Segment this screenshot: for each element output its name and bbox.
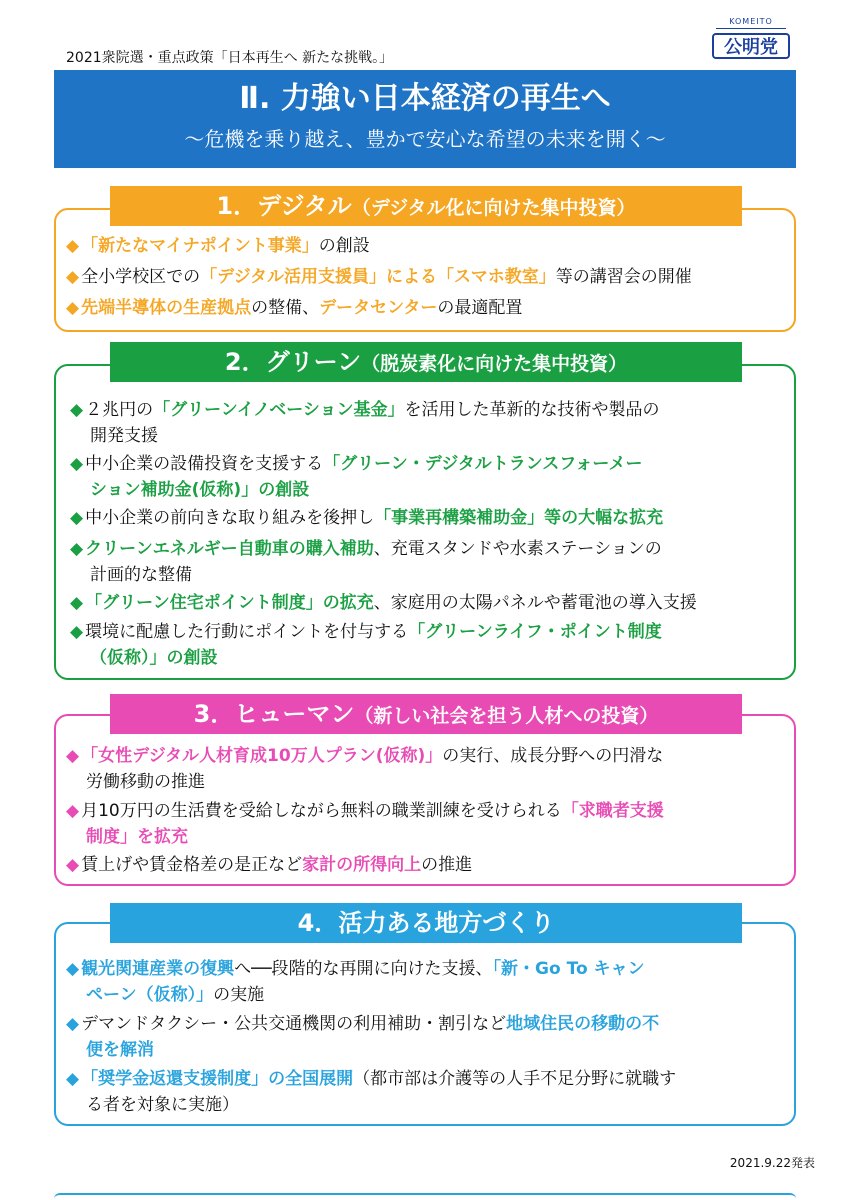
region-item: ◆ 観光関連産業の復興へ──段階的な再開に向けた支援、「新・Go To キャン ペーン（仮称）」の実施 [66, 959, 645, 1005]
komeito-logo [706, 16, 796, 66]
human-item: ◆ 「女性デジタル人材育成10万人プラン(仮称)」の実行、成長分野への円滑な 労働移動の推進 [66, 746, 664, 792]
green-item: ◆ ２兆円の「グリーンイノベーション基金」を活用した革新的な技術や製品の 開発支援 [70, 400, 660, 446]
logo-small-text: KOMEITO [716, 16, 786, 29]
document-header-line: 2021衆院選・重点政策「日本再生へ 新たな挑戦。」 [66, 50, 394, 66]
green-item: ◆ 環境に配慮した行動にポイントを付与する「グリーンライフ・ポイント制度 （仮称）」の創設 [70, 622, 662, 668]
region-item: ◆ 「奨学金返還支援制度」の全国展開（都市部は介護等の人手不足分野に就職す る者を対象に実施） [66, 1069, 677, 1115]
page-subtitle: 〜危機を乗り越え、豊かで安心な希望の未来を開く〜 [184, 127, 666, 151]
section-digital-heading: 1．デジタル（デジタル化に向けた集中投資） [110, 186, 742, 226]
publication-date: 2021.9.22発表 [729, 1156, 815, 1170]
section-region-heading: 4．活力ある地方づくり [110, 903, 742, 943]
green-item: ◆ 中小企業の設備投資を支援する「グリーン・デジタルトランスフォーメー ション補助金(仮称)」の創設 [70, 454, 643, 500]
page-title: Ⅱ. 力強い日本経済の再生へ [239, 81, 611, 116]
green-item: ◆ 中小企業の前向きな取り組みを後押し「事業再構築補助金」等の大幅な拡充 [70, 508, 664, 528]
logo-text: 公明党 [712, 33, 790, 59]
region-item: ◆ デマンドタクシー・公共交通機関の利用補助・割引など地域住民の移動の不 便を解消 [66, 1014, 660, 1060]
digital-item: ◆ 先端半導体の生産拠点の整備、データセンターの最適配置 [66, 298, 523, 318]
digital-item: ◆ 「新たなマイナポイント事業」の創設 [66, 236, 370, 256]
bottom-divider [54, 1193, 796, 1200]
section-human-heading: 3．ヒューマン（新しい社会を担う人材への投資） [110, 694, 742, 734]
green-item: ◆ 「グリーン住宅ポイント制度」の拡充、家庭用の太陽パネルや蓄電池の導入支援 [70, 593, 697, 613]
green-item: ◆ クリーンエネルギー自動車の購入補助、充電スタンドや水素ステーションの 計画的な整備 [70, 539, 662, 585]
human-item: ◆ 賃上げや賃金格差の是正など家計の所得向上の推進 [66, 855, 473, 875]
digital-item: ◆ 全小学校区での「デジタル活用支援員」による「スマホ教室」等の講習会の開催 [66, 267, 692, 287]
section-green-heading: 2．グリーン（脱炭素化に向けた集中投資） [110, 342, 742, 382]
human-item: ◆ 月10万円の生活費を受給しながら無料の職業訓練を受けられる「求職者支援 制度」を拡充 [66, 801, 664, 847]
title-banner [54, 70, 796, 168]
